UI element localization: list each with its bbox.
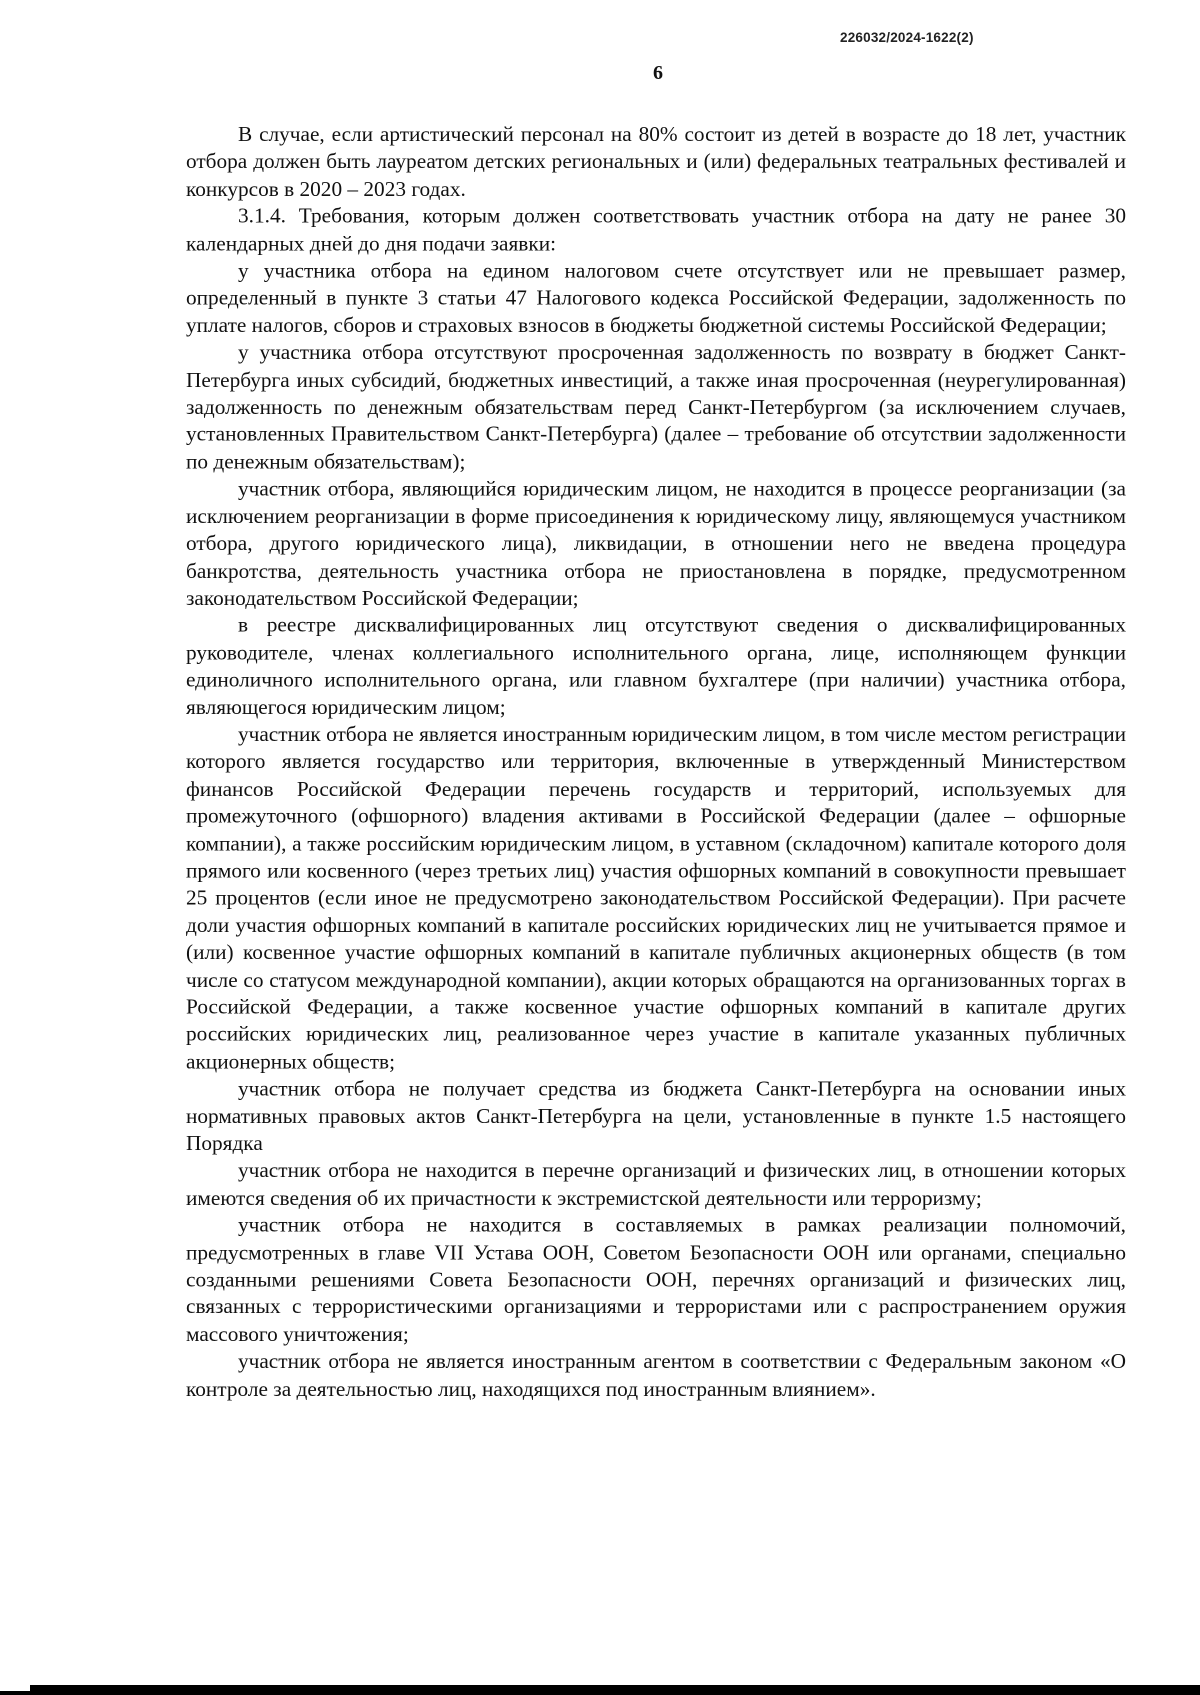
document-registration-code: 226032/2024-1622(2) xyxy=(840,30,974,45)
paragraph-children-personnel: В случае, если артистический персонал на 80% состоит из детей в возрасте до 18 лет, участник отбора должен быть лауреатом детских региональных и (или) федеральных театральных фестивалей и конкурсов в 2020 – 2023 годах. xyxy=(186,122,1126,201)
paragraph-budget-funds: участник отбора не получает средства из бюджета Санкт-Петербурга на основании иных нормативных правовых актов Санкт-Петербурга на цели, установленные в пункте 1.5 настоящего Порядка xyxy=(186,1076,1126,1156)
document-body xyxy=(186,121,1126,1403)
paragraph-disqualified-persons: в реестре дисквалифицированных лиц отсутствуют сведения о дисквалифицированных руководителе, членах коллегиального исполнительного органа, лице, исполняющем функции единоличного исполнительного органа, или главном бухгалтере (при наличии) участника отбора, являющегося юридическим лицом; xyxy=(186,613,1126,719)
paragraph-tax-debt: у участника отбора на едином налоговом счете отсутствует или не превышает размер, определенный в пункте 3 статьи 47 Налогового кодекса Российской Федерации, задолженность по уплате налогов, сборов и страховых взносов в бюджеты бюджетной системы Российской Федерации; xyxy=(186,258,1126,337)
paragraph-reorganization: участник отбора, являющийся юридическим лицом, не находится в процессе реорганизации (за исключением реорганизации в форме присоединения к юридическому лицу, являющемуся участником отбора, другого юридического лица), ликвидации, в отношении него не введена процедура банкротства, деятельность участника отбора не приостановлена в порядке, предусмотренном законодательством Российской Федерации; xyxy=(186,476,1126,610)
scan-edge-tip xyxy=(0,1691,40,1695)
paragraph-un-sanctions: участник отбора не находится в составляемых в рамках реализации полномочий, предусмотренных в главе VII Устава ООН, Советом Безопасности ООН или органами, специально созданными решениями Совета Безопасности ООН, перечнях организаций и физических лиц, связанных с террористическими организациями и террористами или с распространением оружия массового уничтожения; xyxy=(186,1212,1126,1346)
scan-edge-bar xyxy=(30,1685,1200,1695)
paragraph-overdue-debt: у участника отбора отсутствуют просроченная задолженность по возврату в бюджет Санкт-Петербурга иных субсидий, бюджетных инвестиций, а также иная просроченная (неурегулированная) задолженность по денежным обязательствам перед Санкт-Петербургом (за исключением случаев, установленных Правительством Санкт-Петербурга) (далее – требование об отсутствии задолженности по денежным обязательствам); xyxy=(186,340,1126,474)
page-number: 6 xyxy=(653,62,663,84)
paragraph-foreign-agent: участник отбора не является иностранным агентом в соответствии с Федеральным законом «О контроле за деятельностью лиц, находящихся под иностранным влиянием». xyxy=(186,1349,1126,1401)
paragraph-requirements-heading: 3.1.4. Требования, которым должен соответствовать участник отбора на дату не ранее 30 календарных дней до дня подачи заявки: xyxy=(186,204,1126,256)
paragraph-extremism-list: участник отбора не находится в перечне организаций и физических лиц, в отношении которых имеются сведения об их причастности к экстремистской деятельности или терроризму; xyxy=(186,1158,1126,1210)
paragraph-offshore-companies: участник отбора не является иностранным юридическим лицом, в том числе местом регистрации которого является государство или территория, включенные в утвержденный Министерством финансов Российской Федерации перечень государств и территорий, используемых для промежуточного (офшорного) владения активами в Российской Федерации (далее – офшорные компании), а также российским юридическим лицом, в уставном (складочном) капитале которого доля прямого или косвенного (через третьих лиц) участия офшорных компаний в совокупности превышает 25 процентов (если иное не предусмотрено законодательством Российской Федерации). При расчете доли участия офшорных компаний в капитале российских юридических лиц не учитывается прямое и (или) косвенное участие офшорных компаний в капитале публичных акционерных обществ (в том числе со статусом международной компании), акции которых обращаются на организованных торгах в Российской Федерации, а также косвенное участие офшорных компаний в капитале других российских юридических лиц, реализованное через участие в капитале указанных публичных акционерных обществ; xyxy=(186,722,1126,1074)
